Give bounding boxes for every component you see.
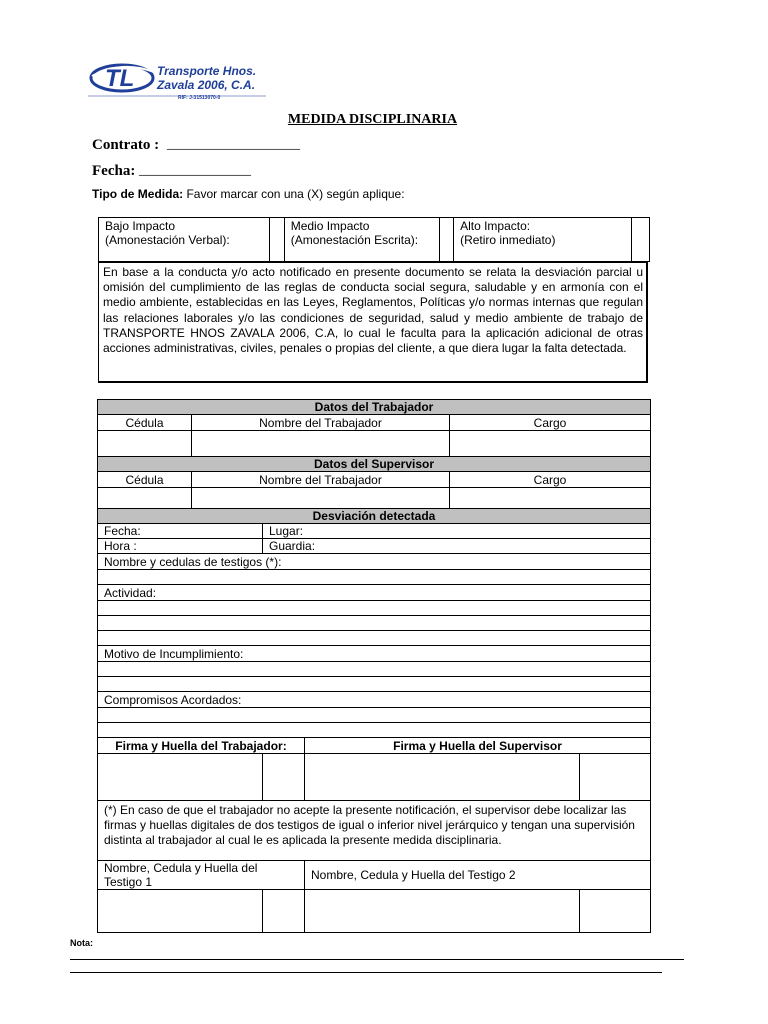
firma-trabajador-header: Firma y Huella del Trabajador: (98, 738, 305, 754)
logo-rif: RIF: J-31513070-0 (178, 95, 221, 101)
declaration-text: En base a la conducta y/o acto notificado en presente documento se relata la desviación parcial u omisión del cumplimiento de las reglas de conducta social segura, saludable y en armonía con el medio ambiente, establecidas en las Leyes, Reglamentos, Políticas y/o normas internas que regulan las relaciones laborales y/o las condiciones de seguridad, salud y medio ambiente de trabajo de TRANSPORTE HNOS ZAVALA 2006, C.A, lo cual le faculta para la aplicación adicional de otras acciones administrativas, civiles, penales o propias del cliente, a que diera lugar la falta detectada. (98, 262, 648, 383)
guardia-field[interactable]: Guardia: (263, 539, 651, 554)
testigo1-huella-box[interactable] (263, 890, 305, 933)
huella-trabajador-box[interactable] (263, 754, 305, 801)
alto-impacto-checkbox[interactable] (631, 218, 649, 262)
trabajador-cargo-field[interactable] (450, 431, 651, 457)
desviacion-header: Desviación detectada (98, 509, 651, 524)
trabajador-cedula-field[interactable] (98, 431, 192, 457)
testigo2-huella-box[interactable] (580, 890, 651, 933)
impact-table (98, 217, 650, 262)
huella-supervisor-box[interactable] (580, 754, 651, 801)
form-table (97, 399, 651, 933)
firma-trabajador-box[interactable] (98, 754, 263, 801)
medio-impacto-checkbox[interactable] (439, 218, 453, 262)
nombre-header: Nombre del Trabajador (192, 415, 450, 431)
nota-label: Nota: (70, 938, 93, 948)
firma-supervisor-header: Firma y Huella del Supervisor (305, 738, 651, 754)
bajo-impacto-label: Bajo Impacto (105, 219, 176, 233)
blank-line[interactable] (98, 616, 651, 631)
fecha-line[interactable]: ________________ (139, 163, 251, 178)
fecha-label: Fecha: (92, 163, 136, 179)
compromisos-field[interactable]: Compromisos Acordados: (98, 692, 651, 708)
alto-impacto-sub: (Retiro inmediato) (460, 233, 556, 247)
alto-impacto-label: Alto Impacto: (460, 219, 531, 233)
supervisor-nombre-field[interactable] (192, 488, 450, 509)
trabajador-nombre-field[interactable] (192, 431, 450, 457)
testigos-note: (*) En caso de que el trabajador no acepte la presente notificación, el supervisor debe localizar las firmas y huellas digitales de dos testigos de igual o inferior nivel jerárquico y tengan una supervisión distinta al trabajador al cual le es aplicada la presente medida disciplinaria. (98, 801, 651, 861)
blank-line[interactable] (98, 631, 651, 646)
cargo-header: Cargo (450, 415, 651, 431)
bajo-impacto-sub: (Amonestación Verbal): (105, 233, 230, 247)
testigo2-firma-box[interactable] (305, 890, 580, 933)
tipo-medida-label: Tipo de Medida: (92, 187, 184, 201)
blank-line[interactable] (98, 677, 651, 692)
contrato-line[interactable]: ___________________ (167, 137, 300, 152)
testigo1-header: Nombre, Cedula y Huella del Testigo 1 (98, 861, 305, 890)
logo-line-1: Transporte Hnos. (157, 64, 257, 78)
nombre-header: Nombre del Trabajador (192, 472, 450, 488)
cedula-header: Cédula (98, 472, 192, 488)
alto-impacto-cell (454, 218, 632, 262)
testigo1-firma-box[interactable] (98, 890, 263, 933)
blank-line[interactable] (98, 708, 651, 723)
supervisor-cedula-field[interactable] (98, 488, 192, 509)
blank-line[interactable] (98, 662, 651, 677)
medio-impacto-label: Medio Impacto (290, 219, 370, 233)
bajo-impacto-cell (99, 218, 270, 262)
lugar-field[interactable]: Lugar: (263, 524, 651, 539)
testigo2-header: Nombre, Cedula y Huella del Testigo 2 (305, 861, 651, 890)
tipo-medida (92, 187, 405, 201)
supervisor-cargo-field[interactable] (450, 488, 651, 509)
medio-impacto-sub: (Amonestación Escrita): (290, 233, 419, 247)
testigos-field[interactable]: Nombre y cedulas de testigos (*): (98, 554, 651, 570)
datos-supervisor-header: Datos del Supervisor (98, 457, 651, 472)
cedula-header: Cédula (98, 415, 192, 431)
actividad-field[interactable]: Actividad: (98, 585, 651, 601)
contrato-label: Contrato : (92, 137, 160, 153)
blank-line[interactable] (98, 723, 651, 738)
motivo-field[interactable]: Motivo de Incumplimiento: (98, 646, 651, 662)
logo-initials: TL (105, 65, 135, 92)
datos-trabajador-header: Datos del Trabajador (98, 400, 651, 415)
blank-line[interactable] (98, 601, 651, 616)
firma-supervisor-box[interactable] (305, 754, 580, 801)
bajo-impacto-checkbox[interactable] (270, 218, 284, 262)
blank-line[interactable] (98, 570, 651, 585)
hora-field[interactable]: Hora : (98, 539, 263, 554)
tipo-medida-text: Favor marcar con una (X) según aplique: (183, 187, 405, 201)
nota-line-1[interactable] (70, 959, 684, 960)
logo-line-2: Zavala 2006, C.A. (157, 78, 256, 92)
cargo-header: Cargo (450, 472, 651, 488)
nota-line-2[interactable] (70, 972, 662, 973)
medio-impacto-cell (284, 218, 439, 262)
fecha-field[interactable]: Fecha: (98, 524, 263, 539)
page-title: MEDIDA DISCIPLINARIA (287, 112, 458, 127)
